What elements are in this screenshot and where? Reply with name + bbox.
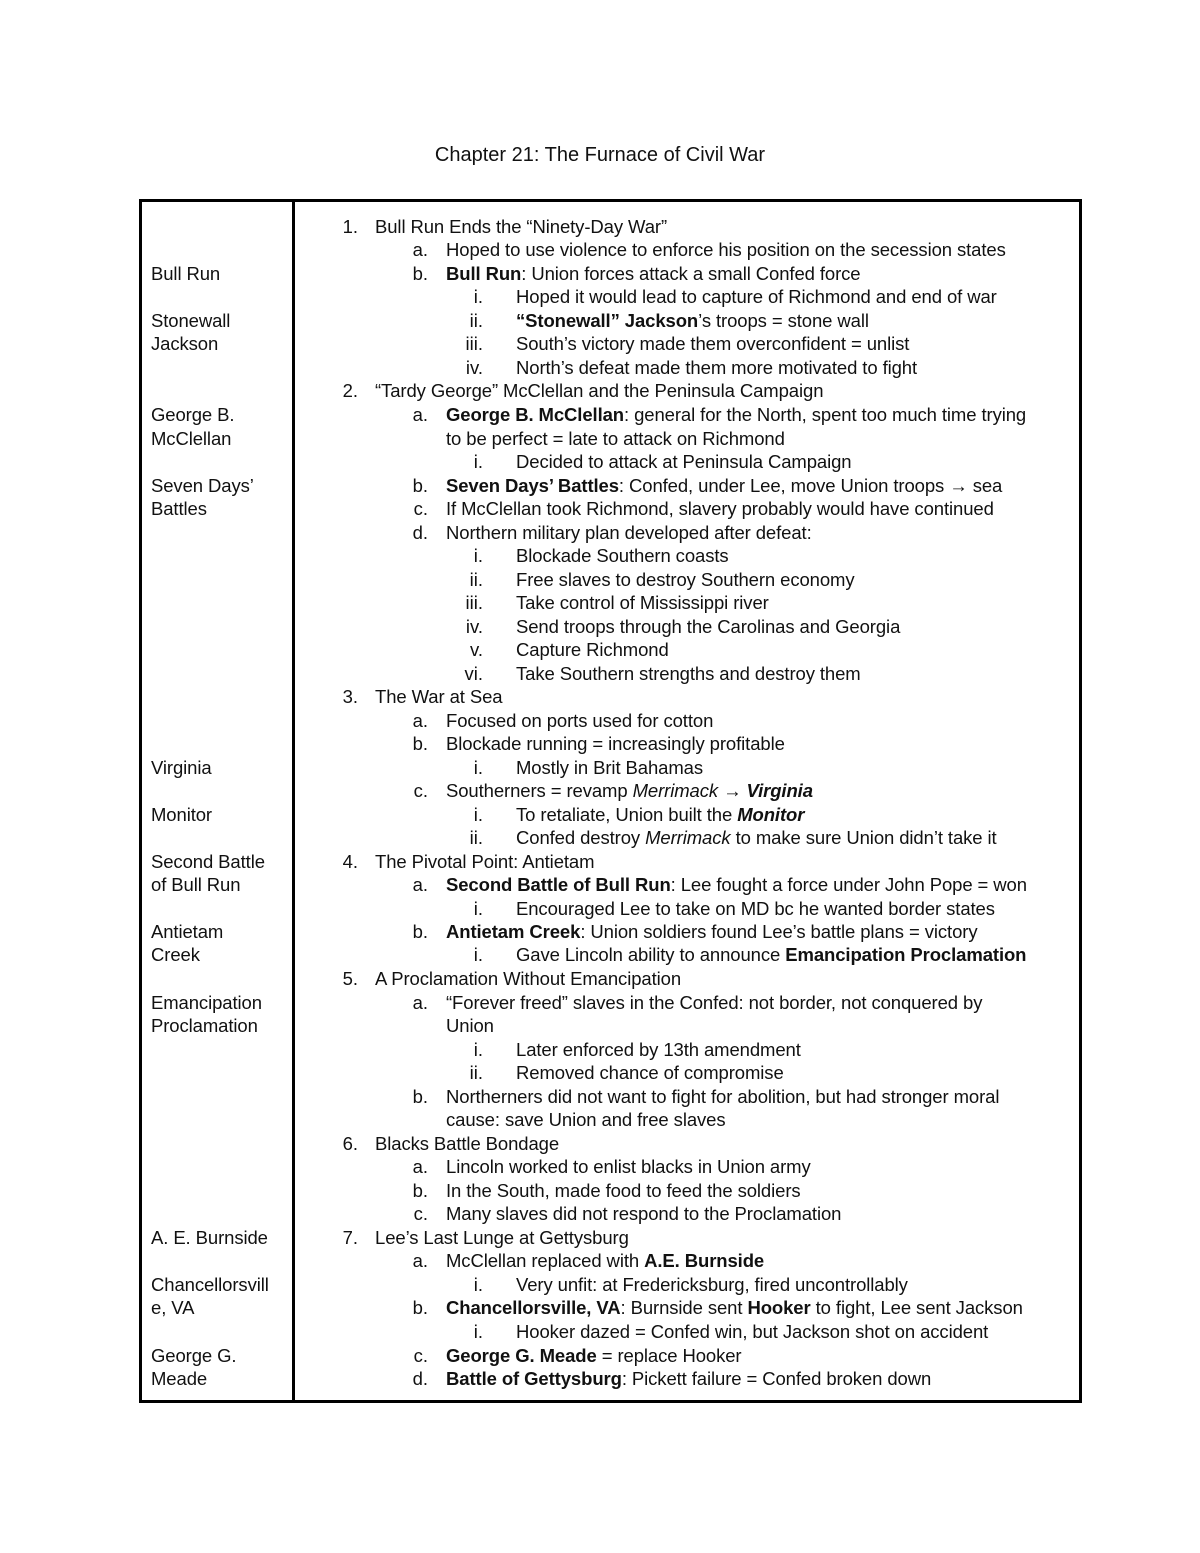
list-marker: ii.: [469, 569, 483, 590]
note-text: : Burnside sent: [620, 1297, 748, 1318]
note-line: Very unfit: at Fredericksburg, fired uncontrollably: [516, 1274, 908, 1295]
term: “Stonewall” Jackson: [516, 310, 699, 331]
term: Battle of Gettysburg: [446, 1368, 622, 1389]
list-marker: c.: [413, 780, 428, 801]
note-line: Union: [446, 1015, 494, 1036]
note-text: : Pickett failure = Confed broken down: [621, 1368, 932, 1389]
note-line: [446, 1344, 742, 1367]
list-marker: b.: [412, 1180, 428, 1201]
list-marker: a.: [412, 874, 428, 895]
note-text: : Union soldiers found Lee’s battle plans = victory: [580, 921, 978, 942]
keyword-seven-days: Seven Days’: [151, 475, 254, 496]
note-line: Blockade running = increasingly profitable: [446, 733, 785, 754]
list-marker: a.: [412, 404, 428, 425]
note-line: [446, 1296, 1023, 1319]
list-marker: i.: [473, 1039, 483, 1060]
section-heading: “Tardy George” McClellan and the Peninsula Campaign: [375, 380, 824, 401]
note-line: Free slaves to destroy Southern economy: [516, 569, 855, 590]
list-marker: 1.: [342, 216, 358, 237]
note-text: Confed destroy: [516, 827, 646, 848]
list-marker: a.: [412, 239, 428, 260]
note-text: : Confed, under Lee, move Union troops → sea: [618, 475, 1003, 496]
list-marker: ii.: [469, 1062, 483, 1083]
section-heading: The Pivotal Point: Antietam: [375, 851, 595, 872]
keyword-antietam: Creek: [151, 944, 200, 965]
note-line: Send troops through the Carolinas and Georgia: [516, 616, 901, 637]
keyword-mcclellan: George B.: [151, 404, 235, 425]
list-marker: c.: [413, 1345, 428, 1366]
list-marker: 7.: [342, 1227, 358, 1248]
term: Antietam Creek: [446, 921, 581, 942]
term: Hooker: [747, 1297, 811, 1318]
note-line: North’s defeat made them more motivated to fight: [516, 357, 918, 378]
note-text: ’s troops = stone wall: [698, 310, 869, 331]
list-marker: v.: [469, 639, 483, 660]
keyword-meade: Meade: [151, 1368, 208, 1389]
keyword-bull-run: Bull Run: [151, 263, 221, 284]
list-marker: i.: [473, 944, 483, 965]
note-line: [446, 1249, 764, 1272]
list-marker: 5.: [342, 968, 358, 989]
note-line: [446, 262, 860, 285]
note-line: Blockade Southern coasts: [516, 545, 729, 566]
keyword-chancellorsville: Chancellorsvill: [151, 1274, 269, 1295]
term: Chancellorsville, VA: [446, 1297, 621, 1318]
list-marker: i.: [473, 545, 483, 566]
note-line: cause: save Union and free slaves: [446, 1109, 726, 1130]
keyword-second-bull-run: Second Battle: [151, 851, 265, 872]
list-marker: i.: [473, 1274, 483, 1295]
note-text: Southerners = revamp: [446, 780, 633, 801]
note-line: Many slaves did not respond to the Proclamation: [446, 1203, 842, 1224]
term: Seven Days’ Battles: [446, 475, 619, 496]
note-line: [446, 474, 1002, 497]
ship-name: Merrimack: [632, 780, 719, 801]
list-marker: b.: [412, 475, 428, 496]
arrow: →: [718, 780, 747, 801]
list-marker: d.: [412, 1368, 428, 1389]
list-marker: a.: [412, 1250, 428, 1271]
keyword-monitor: Monitor: [151, 804, 212, 825]
note-line: Focused on ports used for cotton: [446, 710, 714, 731]
list-marker: 2.: [342, 380, 358, 401]
section-heading: The War at Sea: [375, 686, 503, 707]
list-marker: i.: [473, 898, 483, 919]
term: Bull Run: [446, 263, 522, 284]
ship-name: Monitor: [737, 804, 805, 825]
list-marker: c.: [413, 498, 428, 519]
note-line: Take Southern strengths and destroy them: [516, 663, 861, 684]
section-heading: Bull Run Ends the “Ninety-Day War”: [375, 216, 668, 237]
note-text: = replace Hooker: [596, 1345, 742, 1366]
keyword-seven-days: Battles: [151, 498, 207, 519]
note-text: : Lee fought a force under John Pope = won: [670, 874, 1027, 895]
note-line: to be perfect = late to attack on Richmond: [446, 428, 785, 449]
note-line: Decided to attack at Peninsula Campaign: [516, 451, 852, 472]
list-marker: b.: [412, 921, 428, 942]
list-marker: 3.: [342, 686, 358, 707]
note-line: [516, 943, 1026, 966]
note-line: Mostly in Brit Bahamas: [516, 757, 703, 778]
note-line: [446, 920, 978, 943]
ship-name: Merrimack: [645, 827, 731, 848]
note-line: Hooker dazed = Confed win, but Jackson shot on accident: [516, 1321, 989, 1342]
keyword-burnside: A. E. Burnside: [151, 1227, 268, 1248]
list-marker: iv.: [465, 616, 483, 637]
note-line: If McClellan took Richmond, slavery probably would have continued: [446, 498, 994, 519]
note-text: : general for the North, spent too much time trying: [624, 404, 1027, 425]
list-marker: iv.: [465, 357, 483, 378]
column-divider: [292, 199, 295, 1403]
term: Second Battle of Bull Run: [446, 874, 671, 895]
note-line: Hoped to use violence to enforce his position on the secession states: [446, 239, 1006, 260]
term: Emancipation Proclamation: [785, 944, 1027, 965]
note-line: “Forever freed” slaves in the Confed: not border, not conquered by: [446, 992, 983, 1013]
keyword-emancipation: Proclamation: [151, 1015, 258, 1036]
note-text: McClellan replaced with: [446, 1250, 645, 1271]
note-line: [516, 309, 869, 332]
note-line: Hoped it would lead to capture of Richmond and end of war: [516, 286, 997, 307]
keyword-second-bull-run: of Bull Run: [151, 874, 241, 895]
ship-name: Virginia: [746, 780, 813, 801]
keyword-meade: George G.: [151, 1345, 237, 1366]
list-marker: b.: [412, 1297, 428, 1318]
list-marker: b.: [412, 263, 428, 284]
note-line: In the South, made food to feed the soldiers: [446, 1180, 801, 1201]
note-line: [446, 403, 1026, 426]
term: George B. McClellan: [446, 404, 625, 425]
keyword-stonewall: Jackson: [151, 333, 219, 354]
note-line: Northerners did not want to fight for abolition, but had stronger moral: [446, 1086, 1000, 1107]
note-line: Northern military plan developed after defeat:: [446, 522, 812, 543]
list-marker: iii.: [465, 592, 483, 613]
section-heading: Blacks Battle Bondage: [375, 1133, 560, 1154]
note-line: Encouraged Lee to take on MD bc he wanted border states: [516, 898, 995, 919]
list-marker: i.: [473, 1321, 483, 1342]
note-line: Removed chance of compromise: [516, 1062, 784, 1083]
keyword-antietam: Antietam: [151, 921, 224, 942]
note-line: [446, 1367, 931, 1390]
list-marker: 6.: [342, 1133, 358, 1154]
list-marker: i.: [473, 451, 483, 472]
list-marker: vi.: [464, 663, 483, 684]
section-heading: A Proclamation Without Emancipation: [375, 968, 682, 989]
list-marker: iii.: [465, 333, 483, 354]
list-marker: i.: [473, 804, 483, 825]
list-marker: 4.: [342, 851, 358, 872]
note-line: [516, 803, 804, 826]
note-text: : Union forces attack a small Confed force: [521, 263, 861, 284]
note-line: Take control of Mississippi river: [516, 592, 769, 613]
note-line: South’s victory made them overconfident = unlist: [516, 333, 910, 354]
note-line: Capture Richmond: [516, 639, 669, 660]
keyword-chancellorsville: e, VA: [151, 1297, 195, 1318]
list-marker: d.: [412, 522, 428, 543]
list-marker: a.: [412, 1156, 428, 1177]
list-marker: c.: [413, 1203, 428, 1224]
keyword-mcclellan: McClellan: [151, 428, 232, 449]
list-marker: ii.: [469, 310, 483, 331]
note-text: Gave Lincoln ability to announce: [516, 944, 786, 965]
page-title: Chapter 21: The Furnace of Civil War: [434, 144, 766, 166]
note-line: [446, 779, 813, 802]
term: George G. Meade: [446, 1345, 597, 1366]
list-marker: b.: [412, 1086, 428, 1107]
list-marker: b.: [412, 733, 428, 754]
keyword-virginia: Virginia: [151, 757, 212, 778]
note-line: [446, 873, 1027, 896]
note-text: To retaliate, Union built the: [516, 804, 738, 825]
list-marker: ii.: [469, 827, 483, 848]
note-line: Lincoln worked to enlist blacks in Union army: [446, 1156, 811, 1177]
list-marker: i.: [473, 286, 483, 307]
note-text: to fight, Lee sent Jackson: [810, 1297, 1023, 1318]
section-heading: Lee’s Last Lunge at Gettysburg: [375, 1227, 629, 1248]
list-marker: a.: [412, 992, 428, 1013]
list-marker: i.: [473, 757, 483, 778]
note-text: to make sure Union didn’t take it: [730, 827, 997, 848]
list-marker: a.: [412, 710, 428, 731]
keyword-stonewall: Stonewall: [151, 310, 231, 331]
keyword-emancipation: Emancipation: [151, 992, 262, 1013]
note-line: Later enforced by 13th amendment: [516, 1039, 801, 1060]
term: A.E. Burnside: [644, 1250, 765, 1271]
note-line: [516, 826, 997, 849]
